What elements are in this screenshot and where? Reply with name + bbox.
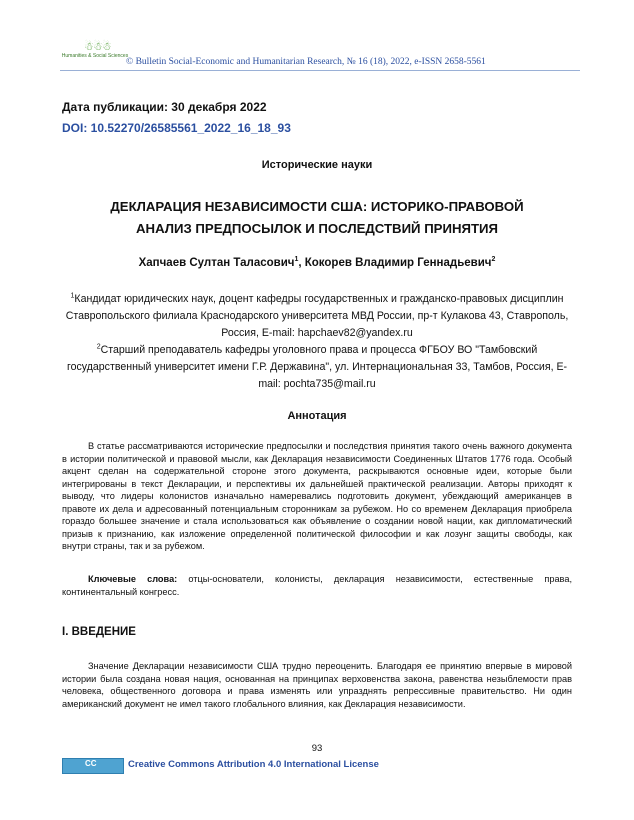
logo-caption: Humanities & Social Sciences: [61, 53, 129, 59]
author-affiliation-marker: 1: [294, 256, 299, 264]
keywords-label: Ключевые слова:: [88, 574, 178, 584]
article-title-line-2: АНАЛИЗ ПРЕДПОСЫЛОК И ПОСЛЕДСТВИЙ ПРИНЯТИЯ: [136, 221, 498, 236]
author-name: Хапчаев Султан Таласович: [138, 257, 295, 269]
affiliation-text: Кандидат юридических наук, доцент кафедры государственных и гражданско-правовых дисциплин Ставропольского филиала Краснодарского университета МВД России, пр-т Кулакова 43, Ставрополь, Россия, E-mail: hapchaev82@yandex.ru: [65, 293, 569, 339]
article-title-line-1: ДЕКЛАРАЦИЯ НЕЗАВИСИМОСТИ США: ИСТОРИКО-ПРАВОВОЙ: [110, 199, 524, 214]
cc-icon: CC: [85, 759, 97, 768]
affiliation-marker: 2: [96, 343, 101, 351]
affiliation-2: [60, 342, 574, 393]
author-name: Кокорев Владимир Геннадьевич: [304, 257, 492, 269]
license-link[interactable]: Creative Commons Attribution 4.0 International License: [128, 759, 379, 770]
journal-header: © Bulletin Social-Economic and Humanitarian Research, № 16 (18), 2022, e-ISSN 2658-5561: [126, 57, 486, 67]
keywords: [62, 573, 572, 598]
journal-logo: [60, 40, 130, 70]
header-divider: [60, 70, 580, 71]
abstract-heading: Аннотация: [287, 410, 347, 422]
section-heading: I. ВВЕДЕНИЕ: [62, 626, 136, 638]
people-icon: ☃☃☃: [84, 41, 111, 53]
publication-date: Дата публикации: 30 декабря 2022: [62, 100, 267, 114]
author-separator: ,: [298, 257, 305, 269]
affiliation-1: [60, 291, 574, 342]
affiliation-text: Старший преподаватель кафедры уголовного права и процесса ФГБОУ ВО "Тамбовский государственный университет имени Г.Р. Державина", ул. Интернациональная 33, Тамбов, Россия, E-mail: pochta735@mail.ru: [66, 344, 568, 390]
page-number: 93: [311, 743, 323, 754]
author-affiliation-marker: 2: [491, 256, 496, 264]
keywords-list: отцы-основатели, колонисты, декларация независимости, естественные права, континентальный конгресс.: [62, 574, 572, 597]
introduction-text: Значение Декларации независимости США трудно переоценить. Благодаря ее принятию впервые в мировой истории была создана новая нация, основанная на принципах верховенства закона, равенства незыблемости прав человека, общественного договора и права изменять или упразднять репрессивные правительство. Ни один американский документ не имел такого глобального влияния, как Декларация независимости.: [62, 661, 572, 709]
authors: [60, 257, 574, 269]
doi-link[interactable]: DOI: 10.52270/26585561_2022_16_18_93: [62, 121, 291, 135]
affiliation-marker: 1: [70, 292, 75, 300]
cc-license-badge[interactable]: [62, 758, 124, 774]
subject-category: Исторические науки: [261, 159, 373, 171]
abstract-text: В статье рассматриваются исторические предпосылки и последствия принятия такого очень важного документа в истории политической и правовой мысли, как Декларация независимости Соединенных Штатов 1776 года. Особый акцент сделан на содержательной стороне этого документа, раскрываются основные идеи, которые были интегрированы в текст Декларации, и перспективы их дальнейшей практической реализации. Авторы приходят к выводу, что лидеры колонистов изначально намеревались подготовить документ, убеждающий американцев в правоте их дела и адресованный потенциальным сторонникам за рубежом. Но со временем Декларация приобрела гораздо большее значение и стала использоваться как объявление о создании новой нации, как дипломатический призыв к признанию, как изложение определенной политической философии и как лозунг защиты свободы, как внутри страны, так и за рубежом.: [62, 441, 572, 551]
